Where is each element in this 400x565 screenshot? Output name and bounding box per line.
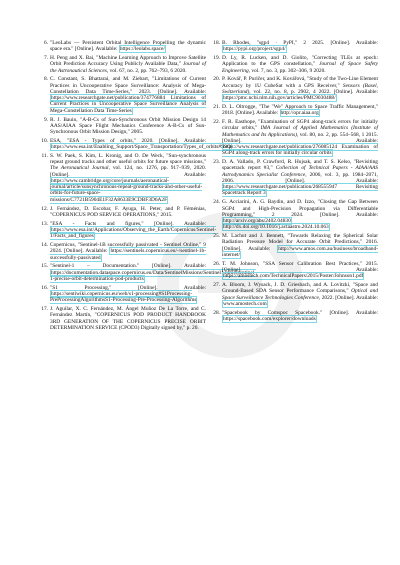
reference-number: 21. <box>213 104 220 111</box>
reference-text: , vol. 67, no. 2, pp. 762–793, 6 2020. <box>106 67 187 74</box>
reference-text: , vol. 22, no. 8, p. 2902, 4 2022. [Online]. Available: <box>249 88 378 95</box>
reference-venue: Journal of the Astronautical Sciences <box>50 61 207 74</box>
reference-link[interactable]: https://spacebook.com/explorer/downloads <box>223 315 316 322</box>
reference-text: J. Aguilar, X. C. Fernández, M. Ángel Muñoz De La Torre, and C. Fernández Martín, "COPERNICUS POD PRODUCT HANDBOOK 3RD GENERATION OF THE COPERNICUS PRECISE ORBIT DETERMINATION SERVICE (CPOD3) Digitally signed by," p. 20. <box>50 306 206 331</box>
reference-link[interactable]: https://pmc.ncbi.nlm.nih.gov/articles/PMC9030488/ <box>223 95 336 102</box>
reference-text: , vol. 80, no. 2, pp. 554–568, 1 2015. [Online]. Available: <box>222 131 378 144</box>
reference-link[interactable]: https://leolabs.space/ <box>119 46 165 53</box>
reference-number: 25. <box>213 233 220 240</box>
reference-text: H. Peng and X. Bai, "Machine Learning Approach to Improve Satellite Orbit Prediction Accuracy Using Publicly Available Data," <box>50 55 206 68</box>
reference-link[interactable]: http://opr.aiaa.org <box>280 110 319 117</box>
reference-text: M. Lachut and J. Bennett, "Towards Relaxing the Spherical Solar Radiation Pressure Model for Accurate Orbit Predictions," 2016. [Online]. Available: <box>222 233 378 252</box>
reference-text: , vol. 7, no. 3, pp. 302–306, 9 2020. <box>248 67 326 74</box>
reference-number: 20. <box>213 76 220 83</box>
reference-link[interactable]: https://sentiwiki.copernicus.eu/web/s1-processing#S1Processing-PreProcessingAlgorithmsS1-Processing-Pre-Processing-Algorithms <box>50 290 197 304</box>
reference-text: "Spacebook by Comspoc Spacebook." [Online]. Available: <box>222 309 378 316</box>
reference-item <box>208 310 378 323</box>
reference-venue: The Aeronautical Journal <box>50 165 109 172</box>
reference-number: 9. <box>43 116 48 123</box>
reference-venue: Journal of Space Safety Engineering <box>222 61 378 74</box>
reference-link[interactable]: https://pypi.org/project/sgp4/ <box>223 46 286 53</box>
reference-number: 19. <box>213 55 220 62</box>
reference-text: D. Ly, R. Lucken, and D. Giolito, "Correcting TLEs at epoch: Application to the GPS constellation," <box>222 55 378 68</box>
reference-item <box>36 153 206 203</box>
reference-item <box>208 119 378 157</box>
reference-text: C. Constant, S. Bhattarai, and M. Ziebart, "Limitations of Current Practices in Uncooperative Space Surveillance: Analysis of Mega-Constellation Data Time-Series," 2023. [Online]. Available: <box>50 76 206 95</box>
reference-text: R. J. Bauin, "A-B-Cs of Sun-Synchronous Orbit Mission Design 14 AAS/AIAA Space Flight Mechanics Conference A-B-Cs of Sun-Synchronous Orbit Mission Design," 2005. <box>50 116 206 136</box>
reference-number: 24. <box>213 199 220 206</box>
reference-item <box>208 261 378 280</box>
reference-number: 23. <box>213 159 220 166</box>
reference-text: T. M. Johnson, "SSA Sensor Calibration Best Practices," 2015. [Online]. Available: <box>222 260 378 273</box>
reference-item <box>36 285 206 304</box>
reference-text: D. L. Oltrogge, "The "We" Approach to Space Traffic Management," 2018. [Online]. Available: <box>222 104 378 117</box>
reference-text: , 2022. [Online]. Available: <box>318 294 378 301</box>
reference-item <box>36 117 206 136</box>
reference-number: 11. <box>41 152 48 159</box>
reference-number: 12. <box>41 205 48 212</box>
reference-item <box>208 199 378 230</box>
reference-link[interactable]: www.amostech.com <box>223 300 267 307</box>
reference-number: 22. <box>213 119 220 126</box>
reference-item <box>36 137 231 151</box>
reference-link[interactable]: https://www.researchgate.net/publication/276085124 Examination of SGP4 along-track errors for initially circular orbits <box>222 144 378 157</box>
reference-number: 16. <box>41 284 48 291</box>
reference-text: B. Rhodes, "sgp4 · PyPI," 2 2025. [Online]. Available: <box>222 40 378 46</box>
reference-text: D. A. Vallado, P. Crawford, R. Hujsak, and T. S. Kelso, "Revisiting spacetrack report #3," <box>222 159 378 172</box>
reference-item <box>36 55 206 74</box>
reference-item <box>208 55 378 74</box>
reference-item <box>36 306 206 331</box>
reference-text: "Sentinel-1 – Documentation." [Online]. Available: <box>50 263 206 270</box>
reference-text: F. R. Easthope, "Examination of SGP4 along-track errors for initially circular orbits," <box>222 119 378 132</box>
reference-text: , 2006, vol. 3, pp. 1984–2071, 2006. [Online]. Available: <box>222 171 378 184</box>
reference-text: S. W. Paek, S. Kim, L. Kronig, and O. De Weck, "Sun-synchronous repeat ground tracks and other useful orbits for future space missions," <box>50 152 206 166</box>
reference-link[interactable]: http://arxiv.org/abs/2402.04830 <box>223 218 291 225</box>
reference-number: 13. <box>41 220 48 227</box>
reference-link[interactable]: https://www.esa.int/Enabling_Support/Space_Transportation/Types_of_orbits#SSO <box>51 144 231 151</box>
reference-number: 28. <box>213 309 220 316</box>
reference-item <box>208 76 378 101</box>
reference-item <box>208 282 378 307</box>
reference-link[interactable]: https://documentation.dataspace.copernicus.eu/Data/SentinelMissions/Sentinel1.html#sentinel-1-precise-orbit-determination-pod-products <box>50 269 257 282</box>
reference-link[interactable]: https://www.researchgate.net/publication/268555947 Revisiting Spacetrack Report 3 <box>222 184 378 197</box>
reference-venue: Collection of Technical Papers - AIAA/AAS Astrodynamics Specialist Conference <box>222 165 378 178</box>
reference-item <box>208 159 378 197</box>
reference-link[interactable]: https://www.esa.int/Applications/Observing_the_Earth/Copernicus/Sentinel-1/Facts_and_figures <box>50 226 217 240</box>
reference-link[interactable]: http://dx.doi.org/10.1016/j.actaastro.2024.10.063 <box>223 224 329 231</box>
reference-text: G. Acciarini, A. G. Baydin, and D. Izzo, "Closing the Gap Between SGP4 and High-Precision Propagation via Differentiable Programming," 2 2024. [Online]. Available: <box>222 199 378 218</box>
reference-text: "S1 Processing," [Online]. Available: <box>50 284 206 291</box>
reference-link[interactable]: https://sentinels.copernicus.eu/-/sentinel-1b-successfully-passivated <box>50 248 206 261</box>
reference-item <box>36 206 206 219</box>
reference-text: "LeoLabs — Persistent Orbital Intelligence Propelling the dynamic space era." [Online]. Available: <box>50 40 206 53</box>
reference-text: ESA, "ESA - Types of orbits," 2020. [Online]. Available: <box>50 137 206 144</box>
references-right-column <box>208 40 378 325</box>
reference-text: Copernicus, "Sentinel-1B successfully passivated - Sentinel Online," 9 2024. [Online]. Available: <box>50 242 206 255</box>
reference-number: 26. <box>213 260 220 267</box>
reference-text: J. Fernández, D. Escobar, F. Ayuga, H. Peter, and P. Féménias, "COPERNICUS POD SERVICE OPERATIONS," 2015. <box>50 205 206 218</box>
reference-number: 7. <box>43 55 48 62</box>
reference-item <box>208 233 378 258</box>
reference-number: 17. <box>41 306 48 313</box>
reference-text: , vol. 124, no. 1276, pp. 917–939, 2020. [Online]. Available: <box>50 165 206 178</box>
reference-link[interactable]: http://www.amos.com.au/business/broadband-internet/ <box>222 245 378 258</box>
reference-number: 8. <box>43 76 48 83</box>
reference-item <box>36 40 206 53</box>
reference-number: 27. <box>213 282 220 289</box>
reference-number: 6. <box>43 40 48 46</box>
reference-venue: Optical and Space Surveillance Technologies Conference <box>222 288 378 301</box>
reference-text: P. Kovář, P. Puričer, and K. Kovářová, "Study of the Two-Line Element Accuracy by 1U CubeSat with a GPS Receiver," <box>222 76 378 89</box>
reference-text: "ESA - Facts and figures," [Online]. Available: <box>50 220 206 227</box>
reference-item <box>36 242 206 261</box>
reference-number: 15. <box>41 263 48 270</box>
reference-venue: IMA Journal of Applied Mathematics (Institute of Mathematics and Its Applications) <box>222 125 378 138</box>
reference-number: 18. <box>213 40 220 46</box>
reference-item <box>36 76 206 114</box>
reference-text: A. Bloom, J. Wysack, J. D. Griesbach, and A. Lovitzki, "Space and Ground-Based SDA Sensor Performance Comparisons," <box>222 282 378 295</box>
reference-link[interactable]: https://amostech.com/TechnicalPapers/2015/Poster/Johnson1.pdf <box>223 273 364 280</box>
reference-item <box>208 104 378 117</box>
reference-number: 14. <box>41 242 48 248</box>
reference-item <box>208 40 378 53</box>
reference-link[interactable]: https://www.researchgate.net/publication/374776884 Limitations of Current Practices in Uncooperative Space Surveillance Analysis of Mega-Constellation Data Time-Series <box>50 95 206 114</box>
reference-link[interactable]: https://www.cambridge.org/core/journals/aeronautical-journal/article/sunsynchronous-repeat-ground-tracks-and-other-useful-orbits-for-future-space-missions/C7721B5904E1F32A8633E9CDBF3D6A2F <box>50 177 203 203</box>
reference-number: 10. <box>41 137 48 144</box>
reference-venue: Sensors (Basel, Switzerland) <box>222 82 378 95</box>
